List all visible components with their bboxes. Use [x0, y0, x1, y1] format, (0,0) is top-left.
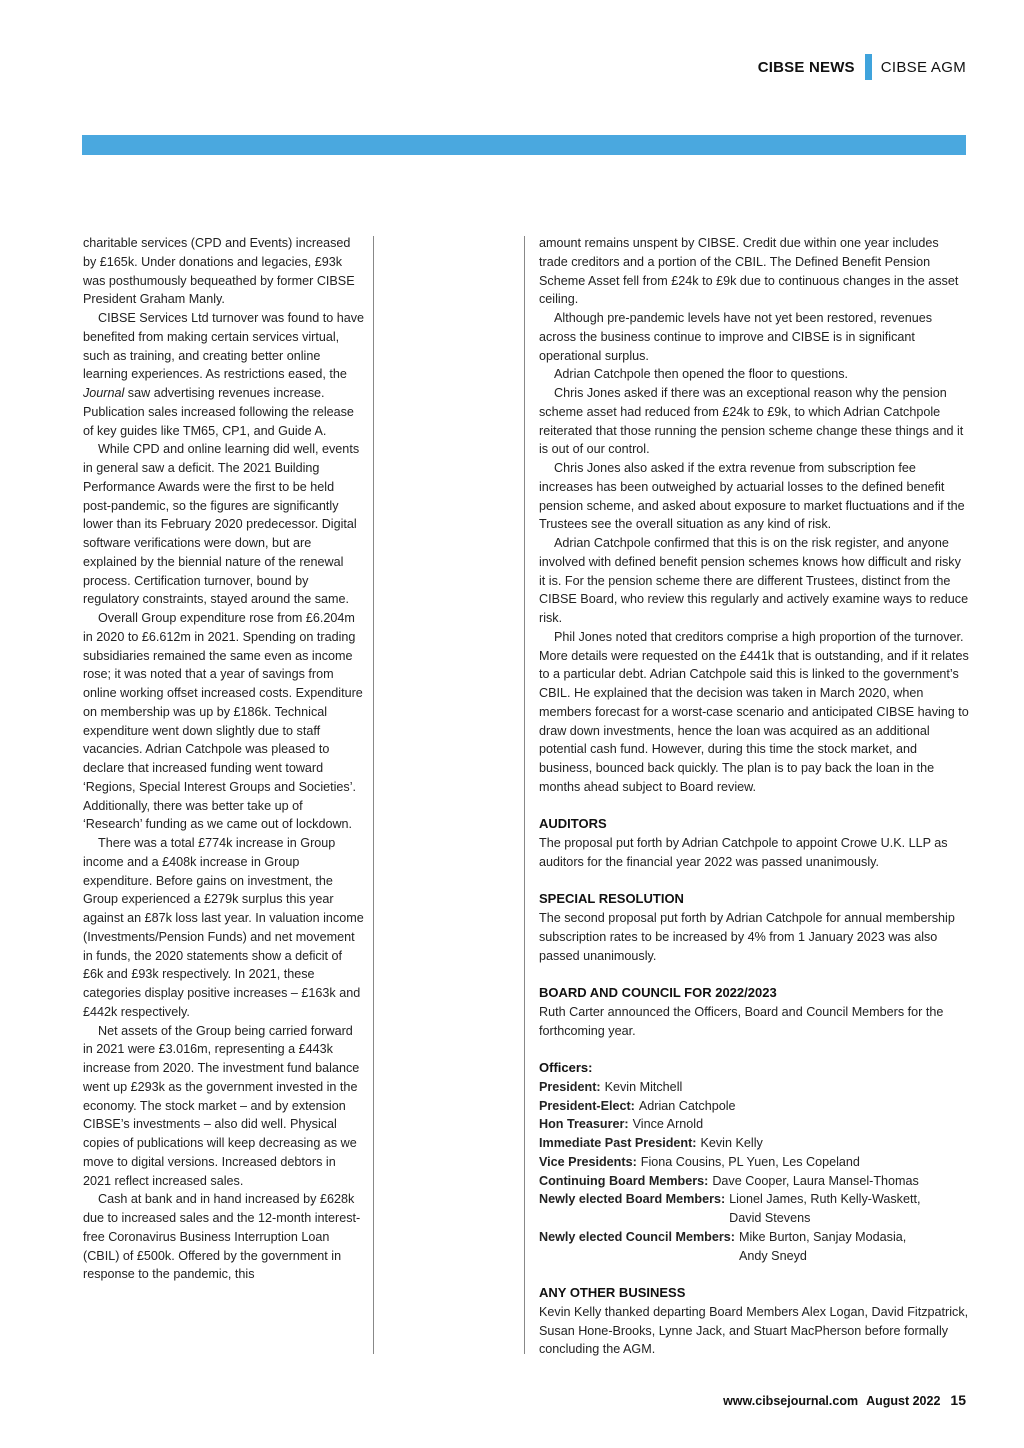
officer-row [539, 1115, 969, 1134]
paragraph: Adrian Catchpole confirmed that this is on the risk register, and anyone involved with defined benefit pension schemes knows how difficult and risky it is. For the pension scheme there are different Trustees, distinct from the CIBSE Board, who review this regularly and actively examine ways to reduce risk. [539, 536, 969, 625]
paragraph: While CPD and online learning did well, events in general saw a deficit. The 2021 Building Performance Awards were the first to be held post-pandemic, so the figures are significantly lower than its February 2020 predecessor. Digital software verifications were down, but are explained by the biennial nature of the renewal process. Certification turnover, bound by regulatory constraints, stayed around the same. [83, 442, 360, 607]
paragraph: Phil Jones noted that creditors comprise a high proportion of the turnover. More details were requested on the £441k that is outstanding, and if it relates to a particular debt. Adrian Catchpole said this is linked to the government’s CBIL. He explained that the decision was taken in March 2020, when members forecast for a worst-case scenario and anticipated CIBSE having to draw down investments, hence the loan was acquired as an additional potential cash fund. However, during this time the stock market, and business, bounced back quickly. The plan is to pay back the loan in the months ahead subject to Board review. [539, 629, 969, 794]
paragraph: Adrian Catchpole then opened the floor to questions. [554, 367, 849, 382]
header-divider [865, 54, 872, 80]
officer-role: President-Elect: [539, 1098, 635, 1113]
paragraph-text: CIBSE Services Ltd turnover was found to have benefited from making certain services virtual, such as training, and creating better online learning experiences. As restrictions eased, the Journal saw advertising revenues increase. Publication sales increased following the release of key guides like TM65, CP1, and Guide A. [83, 311, 365, 438]
officers-list [539, 1078, 969, 1266]
officer-name: Kevin Kelly [700, 1136, 763, 1150]
officer-name: Kevin Mitchell [604, 1079, 683, 1094]
officers-heading: Officers: [539, 1060, 593, 1075]
left-column [83, 234, 365, 1284]
officer-name: Fiona Cousins, PL Yuen, Les Copeland [640, 1154, 860, 1169]
other-business-text: Kevin Kelly thanked departing Board Members Alex Logan, David Fitzpatrick, Susan Hone-Brooks, Lynne Jack, and Stuart MacPherson before formally concluding the AGM. [539, 1304, 969, 1357]
officer-names [729, 1190, 920, 1228]
officer-role: Hon Treasurer: [539, 1117, 629, 1132]
paragraph: Chris Jones asked if there was an exceptional reason why the pension scheme asset had reduced from £24k to £9k, to which Adrian Catchpole reiterated that those running the pension scheme change these things and it is out of our control. [539, 386, 964, 457]
officer-row [539, 1097, 969, 1116]
officer-role: Newly elected Board Members: [539, 1192, 726, 1207]
column-rule [373, 236, 374, 1354]
officer-row [539, 1153, 969, 1172]
right-column [539, 234, 969, 1359]
paragraph: Net assets of the Group being carried forward in 2021 were £3.016m, representing a £443k increase from 2020. The investment fund balance went up £293k as the government invested in the economy. The stock market – and by extension CIBSE’s investments – also did well. Physical copies of publications will keep decreasing as we move to digital versions. Increased debtors in 2021 reflect increased sales. [83, 1023, 360, 1188]
special-resolution-text: The second proposal put forth by Adrian Catchpole for annual membership subscription rates to be increased by 4% from 1 January 2023 was also passed unanimously. [539, 911, 955, 963]
website-link[interactable]: www.cibsejournal.com [723, 1394, 859, 1408]
officer-role: Immediate Past President: [539, 1136, 697, 1150]
officer-role: President: [539, 1079, 601, 1094]
officer-name: Mike Burton, Sanjay Modasia, [738, 1229, 907, 1244]
paragraph: There was a total £774k increase in Group income and a £408k increase in Group expenditure. Before gains on investment, the Group experienced a £279k surplus this year against an £87k loss last year. In valuation income (Investments/Pension Funds) and net movement in funds, the 2020 statements show a deficit of £6k and £93k respectively. In 2021, these categories display positive increases – £163k and £442k respectively. [83, 836, 364, 1019]
officer-name: Adrian Catchpole [638, 1098, 736, 1113]
paragraph: Overall Group expenditure rose from £6.204m in 2020 to £6.612m in 2021. Spending on trading subsidiaries remained the same even as income rose; it was noted that a year of savings from online working offset increased costs. Expenditure on membership was up by £186k. Technical expenditure went down slightly due to staff vacancies. Adrian Catchpole was pleased to declare that increased funding went toward ‘Regions, Special Interest Groups and Societies’. Additionally, there was better take up of ‘Research’ funding as we came out of lockdown. [83, 611, 363, 832]
officer-name: Vince Arnold [632, 1117, 704, 1132]
decorative-band [82, 135, 966, 155]
officer-row [539, 1078, 969, 1097]
paragraph: charitable services (CPD and Events) increased by £165k. Under donations and legacies, £93k was posthumously bequeathed by former CIBSE President Graham Manly. [83, 236, 355, 307]
auditors-heading: AUDITORS [539, 816, 607, 832]
board-heading: BOARD AND COUNCIL FOR 2022/2023 [539, 985, 777, 1000]
officer-name: Dave Cooper, Laura Mansel-Thomas [712, 1173, 919, 1188]
other-business-heading: ANY OTHER BUSINESS [539, 1285, 686, 1300]
paragraph: Chris Jones also asked if the extra revenue from subscription fee increases has been outweighed by actuarial losses to the defined benefit pension scheme, and asked about exposure to market fluctuations and if the Trustees see the overall situation as any kind of risk. [539, 461, 965, 532]
page-number: 15 [950, 1392, 966, 1408]
officer-role: Continuing Board Members: [539, 1173, 709, 1188]
special-resolution-heading: SPECIAL RESOLUTION [539, 891, 684, 907]
column-rule [524, 236, 525, 1354]
officer-name: David Stevens [729, 1211, 811, 1225]
officer-row [539, 1172, 969, 1191]
officer-name: Andy Sneyd [738, 1248, 807, 1263]
section-header [758, 54, 966, 80]
section-name: CIBSE NEWS [757, 58, 855, 76]
paragraph [83, 309, 365, 440]
journal-title: Journal [83, 386, 125, 400]
officer-row [539, 1228, 969, 1266]
subsection-name: CIBSE AGM [880, 58, 966, 76]
officer-row [539, 1134, 969, 1153]
board-text: Ruth Carter announced the Officers, Board and Council Members for the forthcoming year. [539, 1004, 944, 1038]
paragraph: Although pre-pandemic levels have not yet been restored, revenues across the business continue to improve and CIBSE is in significant operational surplus. [539, 311, 933, 363]
paragraph: amount remains unspent by CIBSE. Credit due within one year includes trade creditors and a portion of the CBIL. The Defined Benefit Pension Scheme Asset fell from £24k to £9k due to continuous changes in the asset ceiling. [539, 236, 959, 307]
page-footer [723, 1392, 966, 1408]
auditors-text: The proposal put forth by Adrian Catchpole to appoint Crowe U.K. LLP as auditors for the financial year 2022 was passed unanimously. [539, 836, 948, 869]
issue-date: August 2022 [866, 1394, 941, 1408]
officer-role: Newly elected Council Members: [539, 1229, 735, 1244]
officer-name: Lionel James, Ruth Kelly-Waskett, [729, 1192, 921, 1207]
paragraph: Cash at bank and in hand increased by £628k due to increased sales and the 12-month interest-free Coronavirus Business Interruption Loan (CBIL) of £500k. Offered by the government in response to the pandemic, this [83, 1192, 361, 1282]
officer-role: Vice Presidents: [539, 1154, 637, 1169]
officer-row [539, 1190, 969, 1228]
officer-names [739, 1228, 906, 1266]
